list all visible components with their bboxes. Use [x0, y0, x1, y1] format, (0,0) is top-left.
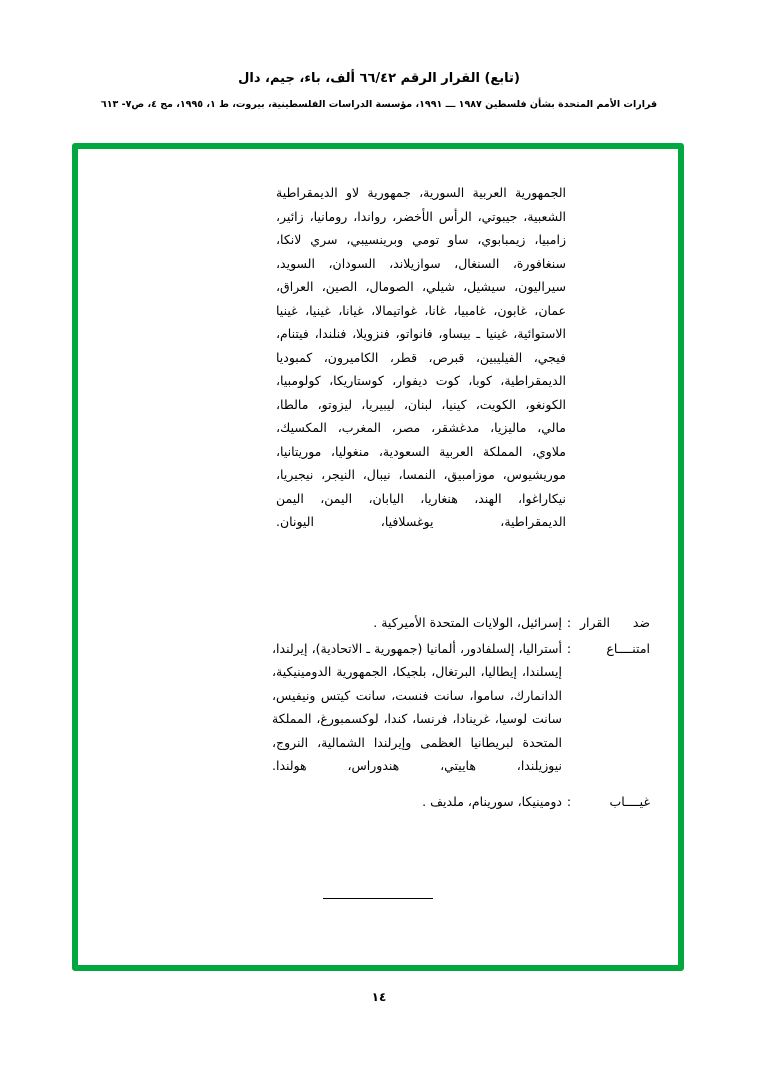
- page-header: [0, 70, 758, 111]
- page-footer: [0, 990, 758, 1004]
- page-title: (تابع) القرار الرقم ٦٦/٤٢ ألف، باء، جيم، دال: [238, 71, 520, 86]
- vote-label-against: ضد القرار: [580, 615, 650, 630]
- page-source-citation: قرارات الأمم المتحدة بشأن فلسطين ١٩٨٧ ـــ ١٩٩١، مؤسسة الدراسات الفلسطينية، بيروت، ط ١، ١٩٩٥، مج ٤، ص٧- ٦١٣: [100, 99, 658, 111]
- vote-label-absent: غيــــاب: [609, 793, 650, 809]
- vote-results-list: [106, 611, 650, 815]
- vote-row: [106, 611, 650, 635]
- vote-row: [106, 790, 650, 814]
- green-border-frame: [72, 143, 684, 971]
- vote-row: [106, 637, 650, 778]
- vote-value-absent: دومينيكا، سورينام، ملديف .: [422, 793, 562, 809]
- vote-colon: :: [566, 640, 572, 656]
- vote-label-abstain: امتنــــاع: [606, 640, 650, 656]
- vote-value-abstain: أستراليا، إلسلفادور، ألمانيا (جمهورية ـ الاتحادية)، إيرلندا، إيسلندا، إيطاليا، البرتغال، بلجيكا، الجمهورية الدومينيكية، الدانمارك، ساموا، سانت فنست، سانت كيتس ونيفيس، سانت لوسيا، غرينادا، فرنسا، كندا، لوكسمبورغ، المملكة المتحدة لبريطانيا العظمى وإيرلندا الشمالية، النروج، نيوزيلندا، هاييتي، هندوراس، هولندا.: [272, 640, 562, 773]
- vote-value-against: إسرائيل، الولايات المتحدة الأميركية .: [373, 615, 562, 630]
- frame-content: [78, 149, 678, 965]
- vote-colon: :: [566, 615, 572, 630]
- horizontal-divider: [78, 898, 678, 899]
- vote-colon: :: [566, 793, 572, 809]
- page-number: ١٤: [371, 990, 387, 1004]
- countries-paragraph: الجمهورية العربية السورية، جمهورية لاو الديمقراطية الشعبية، جيبوتي، الرأس الأخضر، رواندا، رومانيا، زائير، زامبيا، زيمبابوي، ساو تومي وبرينسيبي، سري لانكا، سنغافورة، السنغال، سوازيلاند، السودان، السويد، سيراليون، سيشيل، شيلي، الصومال، الصين، العراق، عمان، غابون، غامبيا، غانا، غواتيمالا، غيانا، غينيا، غينيا الاستوائية، غينيا ـ بيساو، فانواتو، فنزويلا، فنلندا، فيتنام، فيجي، الفيليبين، قبرص، قطر، الكاميرون، كمبوديا الديمقراطية، كوبا، كوت ديفوار، كوستاريكا، كولومبيا، الكونغو، الكويت، كينيا، لبنان، ليبيريا، ليزوتو، مالطا، مالي، ماليزيا، مدغشقر، مصر، المغرب، المكسيك، ملاوي، المملكة العربية السعودية، منغوليا، موريتانيا، موريشيوس، موزامبيق، النمسا، نيبال، النيجر، نيجيريا، نيكاراغوا، الهند، هنغاريا، اليابان، اليمن، اليمن الديمقراطية، يوغسلافيا، اليونان.: [276, 185, 566, 529]
